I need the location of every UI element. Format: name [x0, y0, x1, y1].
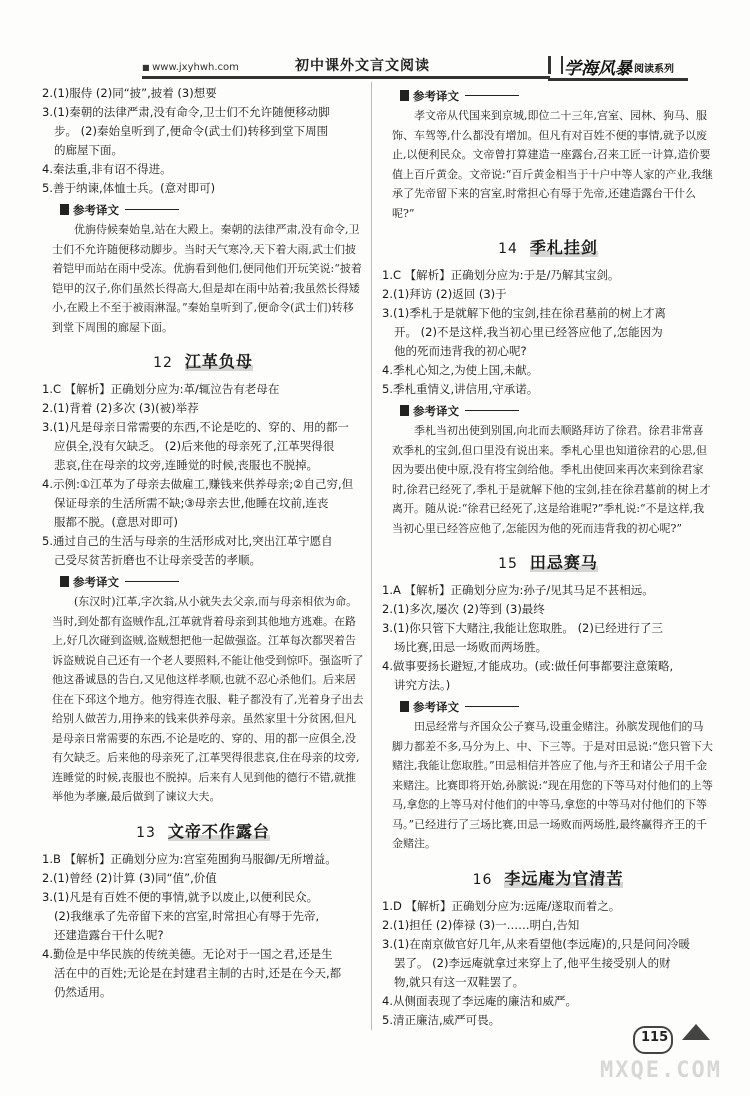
answer-line: 的廊屋下面。 — [54, 143, 123, 157]
series-logo — [548, 52, 688, 81]
reference-heading: 参考译文 — [42, 200, 364, 220]
answer-line: 4.勤俭是中华民族的传统美德。无论对于一国之君,还是生 — [42, 946, 333, 961]
section-name: 江革负母 — [185, 349, 253, 372]
reference-translation: 田忌经常与齐国众公子赛马,设重金赌注。孙膑发现他们的马脚力都差不多,马分为上、中、下三等。于是对田忌说:“您只管下大赌注,我能让您取胜。”田忌相信并答应了他,与齐王和诸公子用千金来赌注。比赛即将开始,孙膑说:“现在用您的下等马对付他们的上等马,拿您的上等马对付他们的中等马,拿您的中等马对付他们的下等马。”已经进行了三场比赛,田忌一场败而两场胜,最终赢得齐王的千金赌注。 — [392, 720, 713, 850]
answer-line: 物,就只有这一双鞋罢了。 — [394, 974, 525, 989]
section-number: 12 — [153, 355, 173, 371]
section-title-16 — [382, 866, 714, 889]
reference-heading: 参考译文 — [382, 401, 714, 421]
series-name: 阅读系列 — [634, 64, 674, 75]
answer-line: 2.(1)多次,屡次 (2)等到 (3)最终 — [382, 602, 545, 616]
answer-line: 4.做事要扬长避短,才能成功。(或:做任何事都要注意策略, — [382, 659, 674, 673]
answer-line: 4.季札心知之,为使上国,未献。 — [382, 363, 539, 377]
answer-line: 己受尽贫苦折磨也不让母亲受苦的孝顺。 — [54, 553, 261, 567]
answer-line: 1.B 【解析】正确划分应为:宫室苑囿狗马服御/无所增益。 — [42, 851, 337, 866]
reference-translation: 孝文帝从代国来到京城,即位二十三年,宫室、园林、狗马、服饰、车驾等,什么都没有增加。但凡有对百姓不便的事情,就予以废止,以便利民众。文帝曾打算建造一座露台,召来工匠一计算,造价要值上百斤黄金。文帝说:“百斤黄金相当于十户中等人家的产业,我继承了先帝留下来的宫室,时常担心有辱于先帝,还建造露台干什么呢?” — [392, 109, 713, 220]
book-title: 初中课外文言文阅读 — [295, 58, 430, 74]
answer-line: (2)我继承了先帝留下来的宫室,时常担心有辱于先帝, — [54, 908, 320, 923]
answer-line: 2.(1)担任 (2)俸禄 (3)一……明白,告知 — [382, 917, 580, 932]
section-number: 14 — [498, 241, 518, 257]
section-name: 田忌赛马 — [530, 550, 598, 573]
answer-line: 3.(1)秦朝的法律严肃,没有命令,卫士们不允许随便移动脚 — [42, 105, 330, 119]
answer-line: 场比赛,田忌一场败而两场胜。 — [394, 640, 548, 654]
answer-line: 5.善于纳谏,体恤士兵。(意对即可) — [42, 181, 216, 195]
answer-line: 3.(1)季札于是就解下他的宝剑,挂在徐君墓前的树上才离 — [382, 306, 666, 320]
answer-line: 5.季札重情义,讲信用,守承诺。 — [382, 382, 539, 396]
section-name: 李远庵为官清苦 — [504, 866, 623, 889]
column-divider — [371, 82, 372, 1030]
answer-line: 5.通过自己的生活与母亲的生活形成对比,突出江革宁愿自 — [42, 534, 333, 548]
section-title-13 — [42, 819, 364, 842]
answer-line: 还建造露台干什么呢? — [54, 927, 164, 942]
section-title-12 — [42, 349, 364, 372]
left-column — [42, 84, 364, 1002]
answer-line: 5.清正廉洁,威严可畏。 — [382, 1012, 501, 1027]
answer-line: 服都不脱。(意思对即可) — [54, 515, 178, 529]
answer-line: 4.秦法重,非有诏不得进。 — [42, 162, 172, 176]
answer-line: 罢了。 (2)李远庵就拿过来穿上了,他平生接受别人的财 — [394, 955, 671, 970]
reference-translation: 优旃侍候秦始皇,站在大殿上。秦朝的法律严肃,没有命令,卫士们不允许随便移动脚步。当时天气寒冷,天下着大雨,武士们披着铠甲而站在雨中受冻。优旃看到他们,便同他们开玩笑说:“披着铠甲的汉子,你们虽然长得高大,但是却在雨中站着;我虽然长得矮小,在殿上不至于被雨淋湿。”秦始皇听到了,便命令(武士们)转移到堂下周围的廊屋下面。 — [52, 223, 362, 334]
answer-line: 仍然适用。 — [54, 984, 112, 999]
answer-line: 4.示例:①江革为了母亲去做雇工,赚钱来供养母亲;②自己穷,但 — [42, 477, 354, 491]
reference-translation: 季札当初出使到别国,向北而去顺路拜访了徐君。徐君非常喜欢季札的宝剑,但口里没有说出来。季札心里也知道徐君的心思,但因为要出使中原,没有将宝剑给他。季札出使回来再次来到徐君家时,徐君已经死了,季札于是就解下他的宝剑,挂在徐君墓前的树上才离开。随从说:“徐君已经死了,这是给谁呢?”季札说:“不是这样,我当初心里已经答应他了,怎能因为他的死而违背我的初心呢?” — [392, 424, 711, 535]
header-rule — [142, 76, 550, 79]
page-header — [0, 0, 750, 82]
watermark: MXQE.COM — [600, 1058, 722, 1083]
reference-heading: 参考译文 — [42, 572, 364, 592]
answer-line: 1.C 【解析】正确划分应为:革/辄泣告有老母在 — [42, 382, 280, 396]
answer-line: 开。 (2)不是这样,我当初心里已经答应他了,怎能因为 — [394, 325, 663, 339]
logo-bars-icon — [548, 56, 563, 74]
answer-line: 3.(1)凡是母亲日常需要的东西,不论是吃的、穿的、用的都一 — [42, 420, 349, 434]
answer-line: 讲究方法。) — [394, 678, 451, 692]
answer-line: 活在中的百姓;无论是在封建君主制的古时,还是在今天,都 — [54, 965, 342, 980]
section-title-15 — [382, 550, 714, 573]
answer-line: 1.D 【解析】正确划分应为:远庵/遂取而着之。 — [382, 898, 621, 913]
site-url: ■ www.jxyhwh.com — [142, 62, 239, 73]
answer-line: 3.(1)在南京做官好几年,从来看望他(李远庵)的,只是问问冷暖 — [382, 936, 691, 951]
answer-line: 1.C 【解析】正确划分应为:于是/乃解其宝剑。 — [382, 268, 620, 282]
reference-translation: (东汉时)江革,字次翁,从小就失去父亲,而与母亲相依为命。当时,到处都有盗贼作乱,江革就背着母亲到其他地方逃难。在路上,好几次碰到盗贼,盗贼想把他一起做强盗。江革每次都哭着告诉盗贼说自己还有一个老人要照料,不能让他受到惊吓。强盗听了他这番诚恳的告白,又见他这样孝顺,也就不忍心杀他们。后来居住在下邳这个地方。他穷得连衣服、鞋子都没有了,光着身子出去给别人做苦力,用挣来的钱来供养母亲。虽然家里十分贫困,但凡是母亲日常需要的东西,不论是吃的、穿的、用的都一应俱全,没有欠缺乏。后来他的母亲死了,江革哭得很悲哀,住在母亲的坟旁,连睡觉的时候,丧服也不脱掉。后来有人见到他的德行不错,就推举他为孝廉,最后做到了谏议大夫。 — [52, 595, 364, 803]
section-title-14 — [382, 235, 714, 258]
answer-line: 3.(1)凡是有百姓不便的事情,就予以废止,以便利民众。 — [42, 889, 319, 904]
page-number: 115 — [641, 1030, 669, 1045]
answer-line: 1.A 【解析】正确划分应为:孙子/见其马足不甚相远。 — [382, 583, 654, 597]
brand-name: 学海风暴 — [564, 59, 632, 79]
section-number: 16 — [472, 871, 493, 888]
answer-line: 2.(1)曾经 (2)计算 (3)同“值”,价值 — [42, 870, 217, 885]
answer-line: 他的死而违背我的初心呢? — [394, 344, 527, 358]
right-column — [382, 84, 714, 1030]
answer-line: 2.(1)服侍 (2)同“披”,披着 (3)想要 — [42, 86, 217, 100]
section-number: 15 — [498, 556, 518, 572]
reference-heading: 参考译文 — [382, 86, 714, 106]
answer-line: 保证母亲的生活所需不缺;③母亲去世,他睡在坟前,连丧 — [54, 496, 329, 510]
answer-line: 2.(1)拜访 (2)返回 (3)于 — [382, 287, 507, 301]
section-number: 13 — [136, 824, 156, 841]
reference-heading: 参考译文 — [382, 697, 714, 717]
section-name: 文帝不作露台 — [168, 819, 270, 842]
answer-line: 2.(1)背着 (2)多次 (3)(被)举荐 — [42, 401, 199, 415]
mountain-icon — [682, 1024, 710, 1040]
section-name: 季札挂剑 — [530, 235, 598, 258]
answer-line: 4.从侧面表现了李远庵的廉洁和威严。 — [382, 993, 577, 1008]
answer-line: 步。 (2)秦始皇听到了,便命令(武士们)转移到堂下周围 — [54, 124, 329, 138]
answer-line: 应俱全,没有欠缺乏。 (2)后来他的母亲死了,江革哭得很 — [54, 439, 335, 453]
answer-line: 3.(1)你只管下大赌注,我能让您取胜。 (2)已经进行了三 — [382, 621, 663, 635]
answer-line: 悲哀,住在母亲的坟旁,连睡觉的时候,丧服也不脱掉。 — [54, 458, 318, 472]
